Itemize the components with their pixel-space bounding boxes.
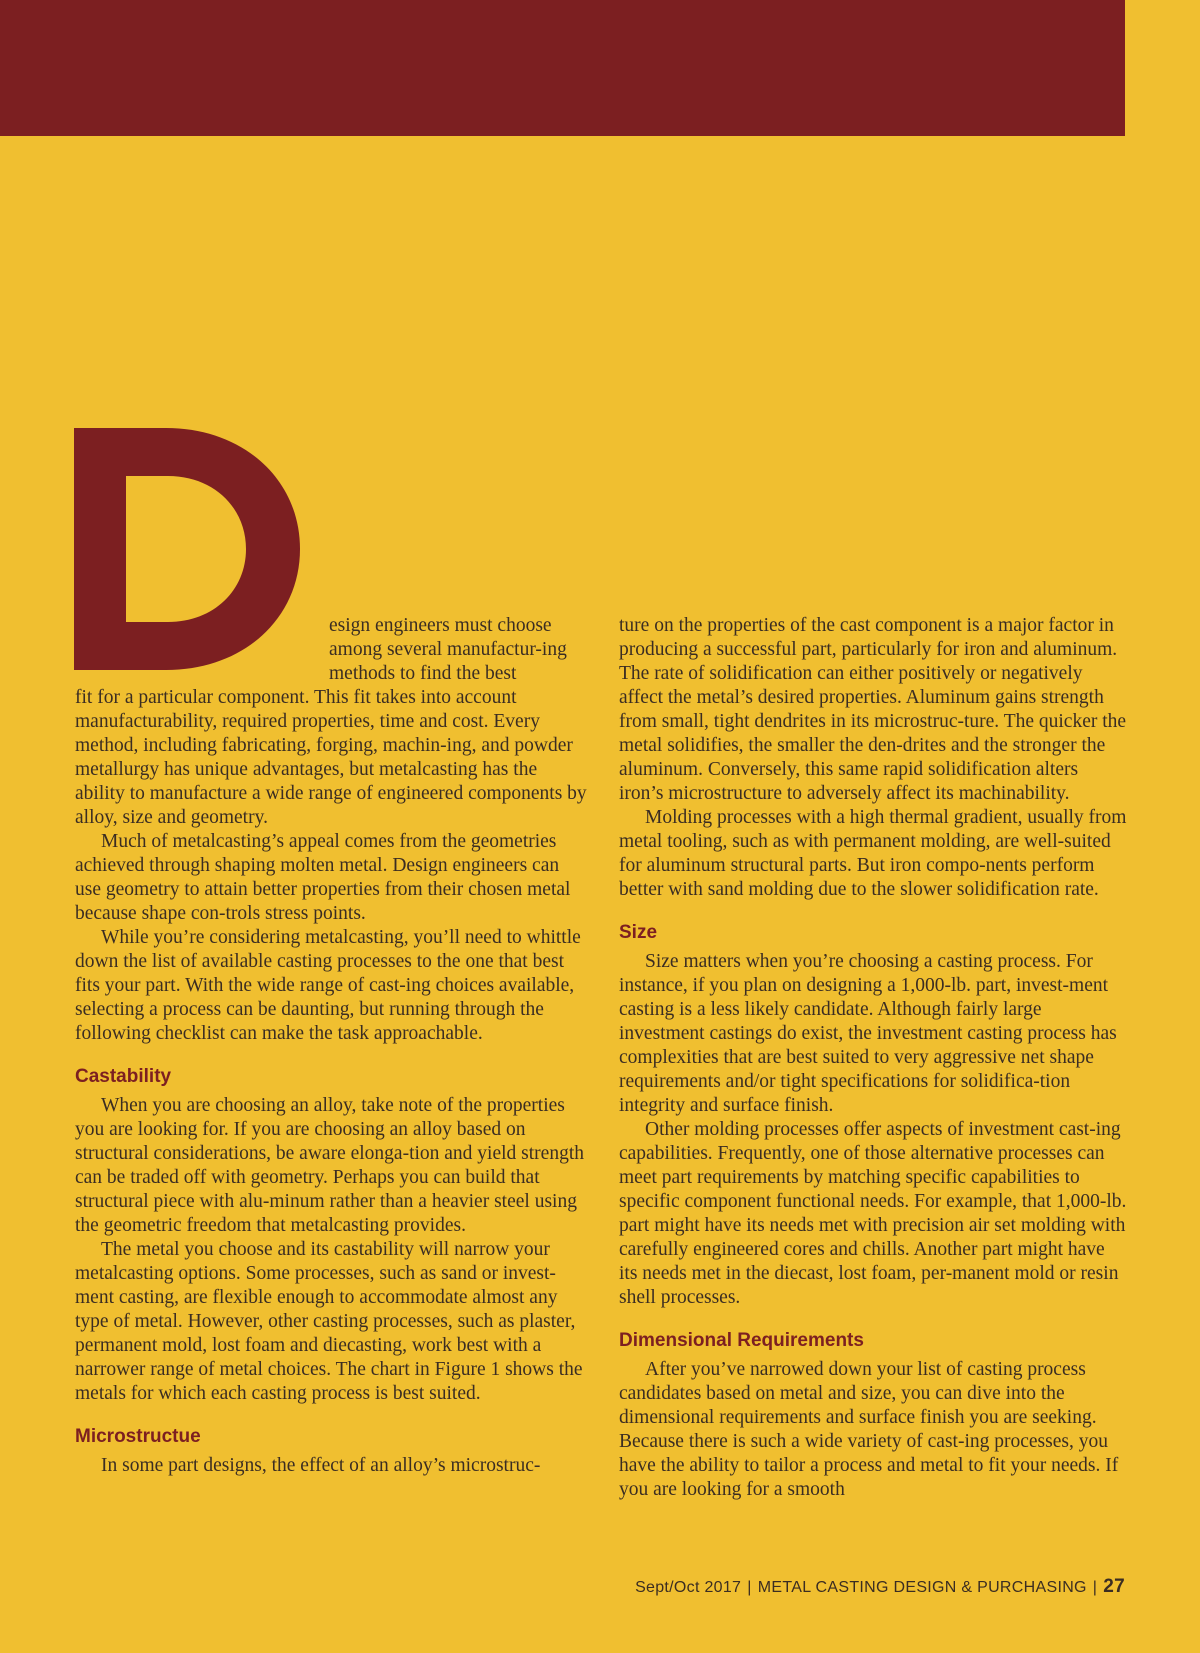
page-footer [635, 1576, 1125, 1598]
footer-issue: Sept/Oct 2017 [635, 1579, 742, 1596]
paragraph: The metal you choose and its castability will narrow your metalcasting options. Some processes, such as sand or invest-ment casting, are flexible enough to accommodate almost any type of metal. However, other casting processes, such as plaster, permanent mold, lost foam and diecasting, work best with a narrower range of metal choices. The chart in Figure 1 shows the metals for which each casting process is best suited. [75, 1239, 583, 1404]
footer-separator: | [747, 1579, 752, 1596]
paragraph: Much of metalcasting’s appeal comes from the geometries achieved through shaping molten metal. Design engineers can use geometry to attain better properties from their chosen metal because shape con-trols stress points. [75, 831, 571, 924]
footer-publication: METAL CASTING DESIGN & PURCHASING [757, 1579, 1087, 1596]
paragraph: When you are choosing an alloy, take note of the properties you are looking for. If you are choosing an alloy based on structural considerations, be aware elonga-tion and yield strength can be traded off with geometry. Perhaps you can build that structural piece with alu-minum rather than a heavier steel using the geometric freedom that metalcasting provides. [75, 1095, 584, 1236]
page-number: 27 [1103, 1576, 1125, 1597]
section-heading-size: Size [619, 922, 658, 943]
left-column [75, 614, 587, 1478]
right-column [619, 614, 1127, 1502]
intro-lead-text: esign engineers must choose among several manufactur-ing methods to find the best [329, 615, 567, 684]
paragraph-continued: ture on the properties of the cast component is a major factor in producing a successful part, particularly for iron and aluminum. The rate of solidification can either positively or negatively affect the metal’s desired properties. Aluminum gains strength from small, tight dendrites in its microstruc-ture. The quicker the metal solidifies, the smaller the den-drites and the stronger the aluminum. Conversely, this same rapid solidification alters iron’s microstructure to adversely affect its machinability. [619, 615, 1127, 804]
intro-paragraph: fit for a particular component. This fit takes into account manufacturability, required properties, time and cost. Every method, including fabricating, forging, machin-ing, and powder metallurgy has unique advantages, but metalcasting has the ability to manufacture a wide range of engineered components by alloy, size and geometry. [75, 687, 587, 828]
paragraph: Other molding processes offer aspects of investment cast-ing capabilities. Frequently, one of those alternative processes can meet part requirements by matching specific capabilities to specific component functional needs. For example, that 1,000-lb. part might have its needs met with precision air set molding with carefully engineered cores and chills. Another part might have its needs met in the diecast, lost foam, per-manent mold or resin shell processes. [619, 1119, 1127, 1308]
paragraph: While you’re considering metalcasting, you’ll need to whittle down the list of available casting processes to the one that best fits your part. With the wide range of cast-ing choices available, selecting a process can be daunting, but running through the following checklist can make the task approachable. [75, 927, 581, 1044]
section-heading-microstructure: Microstructue [75, 1426, 201, 1447]
section-heading-dimensional-requirements: Dimensional Requirements [619, 1330, 864, 1351]
section-heading-castability: Castability [75, 1066, 172, 1087]
paragraph: After you’ve narrowed down your list of casting process candidates based on metal and size, you can dive into the dimensional requirements and surface finish you are seeking. Because there is such a wide variety of cast-ing processes, you have the ability to tailor a process and metal to fit your needs. If you are looking for a smooth [619, 1359, 1119, 1500]
footer-separator: | [1092, 1579, 1098, 1596]
paragraph: Molding processes with a high thermal gradient, usually from metal tooling, such as with permanent molding, are well-suited for aluminum structural parts. But iron compo-nents perform better with sand molding due to the slower solidification rate. [619, 807, 1127, 900]
header-color-band [0, 0, 1125, 136]
paragraph: Size matters when you’re choosing a casting process. For instance, if you plan on designing a 1,000-lb. part, invest-ment casting is a less likely candidate. Although fairly large investment castings do exist, the investment casting process has complexities that are best suited to very aggressive net shape requirements and/or tight specifications for solidifica-tion integrity and surface finish. [619, 951, 1117, 1116]
paragraph: In some part designs, the effect of an alloy’s microstruc- [101, 1455, 541, 1476]
